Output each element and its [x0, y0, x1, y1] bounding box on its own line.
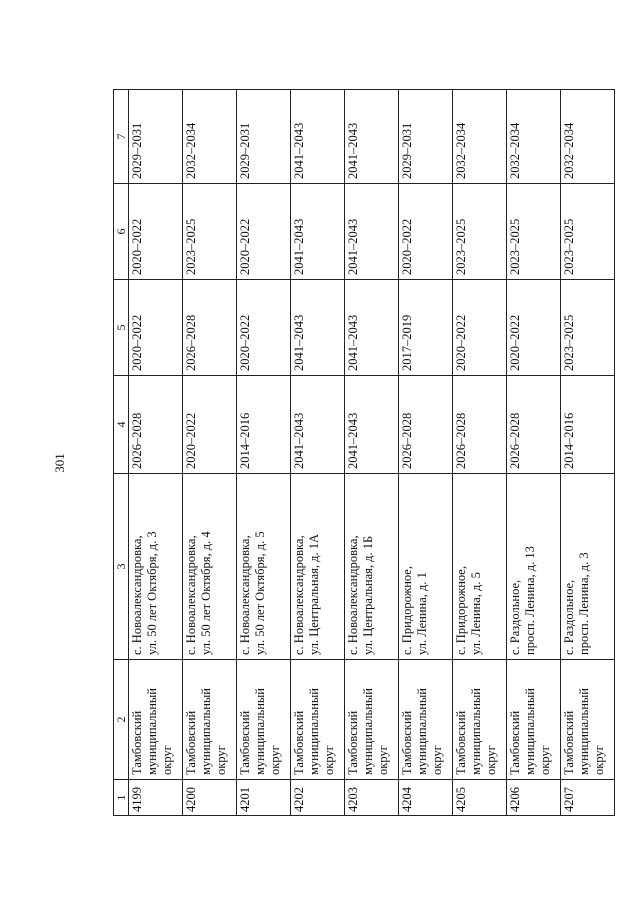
- row-number: 4207: [561, 780, 615, 816]
- table-row: [345, 90, 399, 816]
- period-cell: 2023–2025: [507, 184, 561, 280]
- period-cell: 2041–2043: [345, 184, 399, 280]
- period-cell: 2041–2043: [291, 376, 345, 474]
- period-cell: 2029–2031: [129, 90, 183, 184]
- period-cell: 2020–2022: [237, 184, 291, 280]
- table-row: [129, 90, 183, 816]
- address-cell: с. Новоалександровка, ул. Центральная, д. 1Б: [345, 474, 399, 660]
- table-row: [237, 90, 291, 816]
- period-cell: 2014–2016: [237, 376, 291, 474]
- table-row: [291, 90, 345, 816]
- row-number: 4200: [183, 780, 237, 816]
- period-cell: 2026–2028: [129, 376, 183, 474]
- period-cell: 2020–2022: [507, 280, 561, 376]
- period-cell: 2020–2022: [237, 280, 291, 376]
- district-cell: Тамбовский муниципальный округ: [129, 660, 183, 780]
- period-cell: 2041–2043: [291, 184, 345, 280]
- district-cell: Тамбовский муниципальный округ: [399, 660, 453, 780]
- period-cell: 2041–2043: [291, 280, 345, 376]
- row-number: 4205: [453, 780, 507, 816]
- period-cell: 2023–2025: [561, 280, 615, 376]
- period-cell: 2026–2028: [507, 376, 561, 474]
- period-cell: 2032–2034: [507, 90, 561, 184]
- row-number: 4204: [399, 780, 453, 816]
- period-cell: 2026–2028: [399, 376, 453, 474]
- address-cell: с. Новоалександровка, ул. 50 лет Октября, д. 3: [129, 474, 183, 660]
- period-cell: 2023–2025: [183, 184, 237, 280]
- column-header: 6: [114, 184, 129, 280]
- address-cell: с. Раздольное, просп. Ленина, д. 13: [507, 474, 561, 660]
- schedule-table: [113, 89, 615, 816]
- column-header: 2: [114, 660, 129, 780]
- period-cell: 2020–2022: [399, 184, 453, 280]
- column-header: 4: [114, 376, 129, 474]
- header-row: [114, 90, 129, 816]
- district-cell: Тамбовский муниципальный округ: [291, 660, 345, 780]
- period-cell: 2032–2034: [183, 90, 237, 184]
- period-cell: 2026–2028: [183, 280, 237, 376]
- district-cell: Тамбовский муниципальный округ: [507, 660, 561, 780]
- period-cell: 2023–2025: [561, 184, 615, 280]
- address-cell: с. Раздольное, просп. Ленина, д. 3: [561, 474, 615, 660]
- row-number: 4202: [291, 780, 345, 816]
- row-number: 4201: [237, 780, 291, 816]
- period-cell: 2032–2034: [453, 90, 507, 184]
- period-cell: 2023–2025: [453, 184, 507, 280]
- rotated-table-container: [113, 90, 606, 816]
- period-cell: 2020–2022: [129, 184, 183, 280]
- column-header: 1: [114, 780, 129, 816]
- column-header: 5: [114, 280, 129, 376]
- district-cell: Тамбовский муниципальный округ: [237, 660, 291, 780]
- period-cell: 2041–2043: [291, 90, 345, 184]
- column-header: 7: [114, 90, 129, 184]
- page-number: 301: [52, 453, 67, 473]
- district-cell: Тамбовский муниципальный округ: [183, 660, 237, 780]
- table-row: [507, 90, 561, 816]
- address-cell: с. Новоалександровка, ул. Центральная, д. 1А: [291, 474, 345, 660]
- district-cell: Тамбовский муниципальный округ: [453, 660, 507, 780]
- period-cell: 2020–2022: [129, 280, 183, 376]
- table-row: [453, 90, 507, 816]
- address-cell: с. Придорожное, ул. Ленина, д. 1: [399, 474, 453, 660]
- row-number: 4199: [129, 780, 183, 816]
- table-row: [399, 90, 453, 816]
- period-cell: 2020–2022: [453, 280, 507, 376]
- period-cell: 2041–2043: [345, 90, 399, 184]
- table-row: [561, 90, 615, 816]
- period-cell: 2014–2016: [561, 376, 615, 474]
- district-cell: Тамбовский муниципальный округ: [561, 660, 615, 780]
- row-number: 4206: [507, 780, 561, 816]
- table-row: [183, 90, 237, 816]
- row-number: 4203: [345, 780, 399, 816]
- address-cell: с. Новоалександровка, ул. 50 лет Октября, д. 5: [237, 474, 291, 660]
- period-cell: 2041–2043: [345, 280, 399, 376]
- column-header: 3: [114, 474, 129, 660]
- period-cell: 2026–2028: [453, 376, 507, 474]
- period-cell: 2029–2031: [399, 90, 453, 184]
- period-cell: 2029–2031: [237, 90, 291, 184]
- period-cell: 2041–2043: [345, 376, 399, 474]
- address-cell: с. Придорожное, ул. Ленина, д. 5: [453, 474, 507, 660]
- district-cell: Тамбовский муниципальный округ: [345, 660, 399, 780]
- address-cell: с. Новоалександровка, ул. 50 лет Октября, д. 4: [183, 474, 237, 660]
- period-cell: 2020–2022: [183, 376, 237, 474]
- period-cell: 2017–2019: [399, 280, 453, 376]
- period-cell: 2032–2034: [561, 90, 615, 184]
